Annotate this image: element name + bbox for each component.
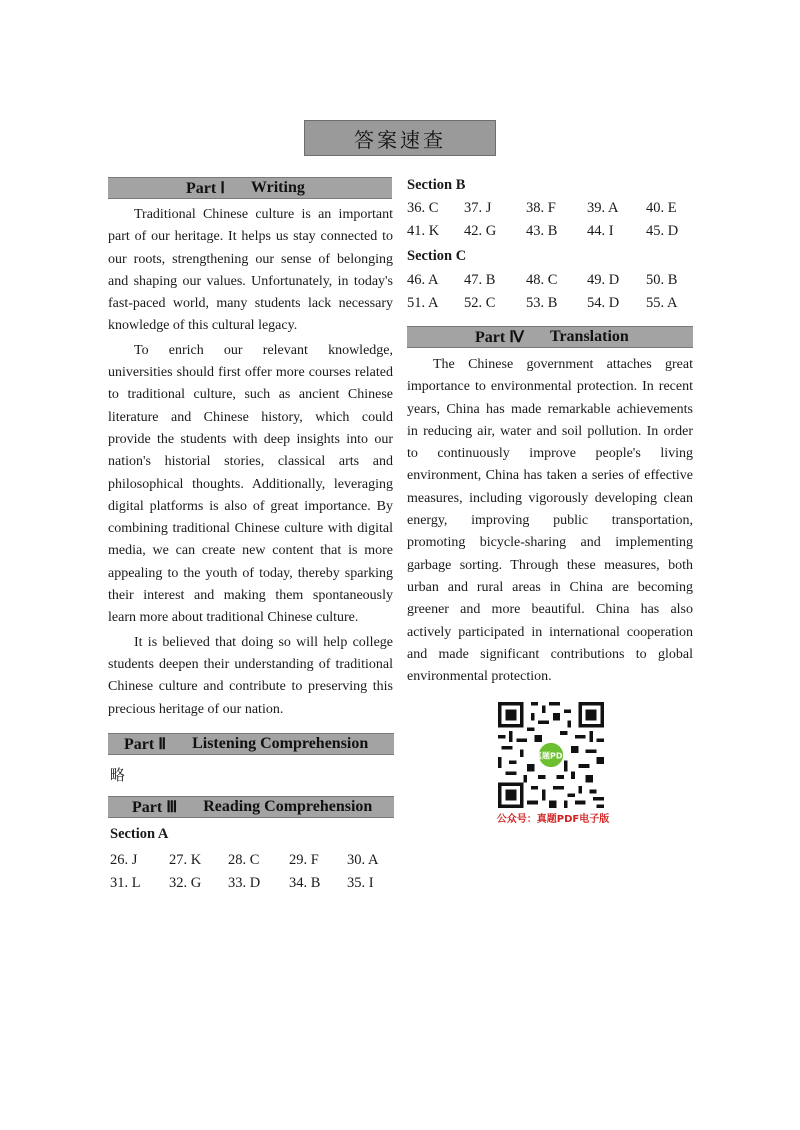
answer-item: 48. C: [526, 272, 558, 288]
answer-item: 44. I: [587, 223, 614, 239]
qr-finder-top-left: [498, 702, 524, 728]
answer-item: 52. C: [464, 295, 496, 311]
section-a-row-1: [110, 852, 378, 869]
answer-item: 27. K: [169, 852, 202, 868]
answer-item: 36. C: [407, 200, 439, 216]
answer-item: 39. A: [587, 200, 619, 216]
qr-center-label: 真题PDF: [533, 751, 569, 761]
qr-code: [498, 702, 604, 808]
part1-label: Part Ⅰ: [186, 180, 225, 197]
page-title: 答案速查: [304, 120, 496, 156]
part2-label: Part Ⅱ: [124, 736, 167, 753]
part4-name: Translation: [549, 328, 629, 345]
part3-label: Part Ⅲ: [132, 799, 178, 816]
qr-finder-bottom-left: [498, 782, 524, 808]
part1-header: [108, 177, 392, 199]
answer-item: 42. G: [464, 223, 497, 239]
answer-item: 55. A: [646, 295, 678, 311]
answer-item: 32. G: [169, 875, 202, 891]
answer-item: 54. D: [587, 295, 620, 311]
essay-paragraph-1: Traditional Chinese culture is an important part of our heritage. It helps us stay connected to our roots, strengthening our sense of belonging and shaping our values. Unfortunately, in today's fast-paced world, many students lack necessary knowledge of this cultural legacy.: [108, 207, 393, 334]
answer-item: 46. A: [407, 272, 439, 288]
part1-name: Writing: [250, 179, 305, 196]
answer-item: 37. J: [464, 200, 492, 216]
answer-item: 53. B: [526, 295, 558, 311]
section-a-row-2: [110, 875, 374, 892]
answer-item: 34. B: [289, 875, 321, 891]
part2-header: [108, 733, 394, 755]
part4-header: [407, 326, 693, 348]
qr-caption: 公众号：真题PDF电子版: [496, 814, 610, 825]
section-b-row-1: [407, 200, 677, 217]
answer-item: 28. C: [228, 852, 260, 868]
section-c-title: Section C: [407, 248, 467, 264]
translation-paragraph: The Chinese government attaches great importance to environmental protection. In recent years, China has made remarkable achievements in reducing air, water and soil pollution. In order to continuously improve people's living environment, China has taken a series of effective measures, including vigorously developing clean energy, improving public transportation, promoting bicycle-sharing and implementing garbage sorting. Through these measures, both urban and rural areas in China are becoming greener and more beautiful. China has also actively participated in international cooperation and made significant contributions to global environmental protection.: [407, 357, 693, 685]
answer-item: 38. F: [526, 200, 556, 216]
translation-text: [407, 354, 693, 688]
answer-item: 33. D: [228, 875, 261, 891]
listening-note: 略: [110, 766, 126, 784]
answer-item: 50. B: [646, 272, 678, 288]
part4-label: Part Ⅳ: [475, 329, 524, 346]
qr-finder-top-right: [578, 702, 604, 728]
answer-item: 51. A: [407, 295, 439, 311]
essay-paragraph-3: It is believed that doing so will help college students deepen their understanding of traditional Chinese culture and contribute to preserving this precious heritage of our nation.: [108, 634, 393, 717]
answer-item: 31. L: [110, 875, 141, 891]
section-a-title: Section A: [110, 826, 169, 842]
answer-item: 43. B: [526, 223, 558, 239]
section-b-title: Section B: [407, 177, 466, 193]
answer-item: 30. A: [347, 852, 379, 868]
part2-name: Listening Comprehension: [192, 735, 369, 752]
writing-essay: [108, 204, 393, 721]
part3-header: [108, 796, 394, 818]
part3-name: Reading Comprehension: [203, 798, 373, 815]
answer-item: 49. D: [587, 272, 620, 288]
answer-item: 29. F: [289, 852, 319, 868]
section-b-row-2: [407, 223, 678, 240]
answer-item: 47. B: [464, 272, 496, 288]
essay-paragraph-2: To enrich our relevant knowledge, universities should first offer more courses related to traditional culture, such as ancient Chinese literature and Chinese history, which could provide the students with deep insights into our nation's historial stories, classical arts and philosophical thoughts. Additionally, leveraging digital platforms is also of great importance. By combining traditional Chinese culture with digital media, we can create new content that is more appealing to the youth of today, thereby sparking their interest and making them spontaneously learn more about traditional Chinese culture.: [108, 342, 393, 626]
answer-item: 45. D: [646, 223, 679, 239]
answer-item: 40. E: [646, 200, 677, 216]
section-c-row-1: [407, 272, 677, 289]
answer-item: 35. I: [347, 875, 374, 891]
answer-item: 26. J: [110, 852, 138, 868]
section-c-row-2: [407, 295, 677, 312]
answer-item: 41. K: [407, 223, 440, 239]
